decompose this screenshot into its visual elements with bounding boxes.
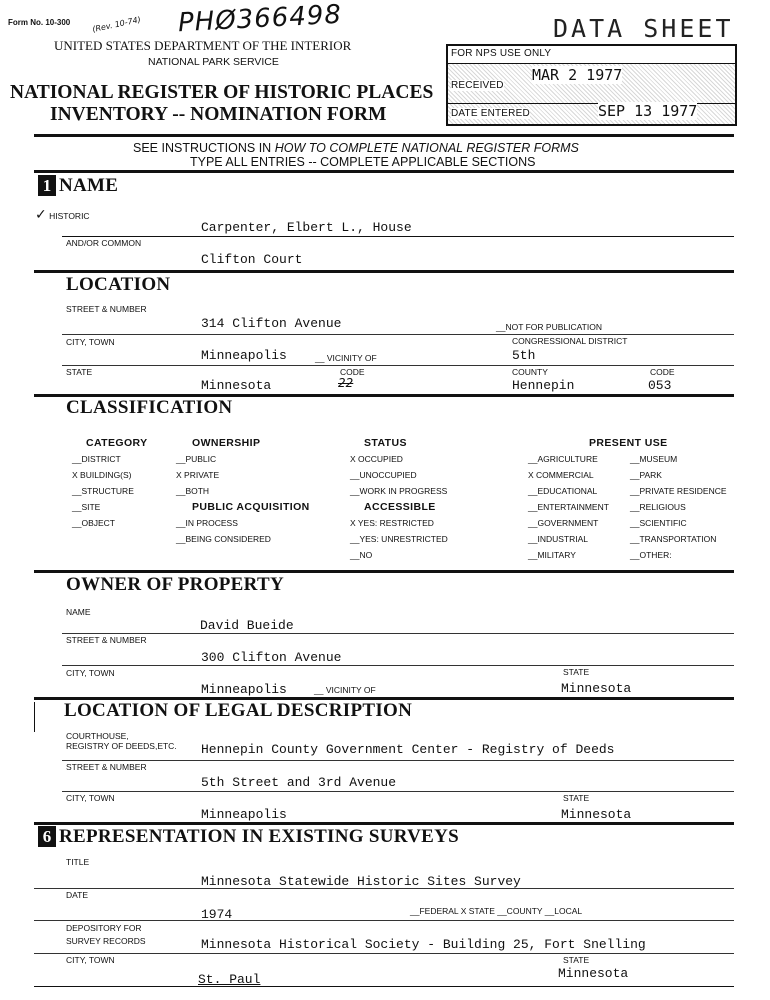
use-private-residence: __PRIVATE RESIDENCE: [630, 486, 727, 496]
category-district: __DISTRICT: [72, 454, 121, 464]
location-state-label: STATE: [66, 367, 93, 377]
nps-use-box: [446, 44, 737, 126]
owner-street-label: STREET & NUMBER: [66, 635, 147, 645]
present-use-column-b: [630, 451, 727, 563]
ownership-private: X PRIVATE: [176, 470, 220, 480]
use-scientific: __SCIENTIFIC: [630, 518, 687, 528]
county-label: COUNTY: [512, 367, 548, 377]
category-site: __SITE: [72, 502, 101, 512]
form-title-line1: NATIONAL REGISTER OF HISTORIC PLACES: [10, 82, 434, 103]
location-street-label: STREET & NUMBER: [66, 304, 147, 314]
form-revision: (Rev. 10-74): [91, 14, 142, 35]
acquisition-being-considered: __BEING CONSIDERED: [176, 534, 271, 544]
legal-state-value: Minnesota: [561, 807, 632, 822]
data-sheet-stamp: DATA SHEET: [553, 14, 734, 43]
county-code-value: 053: [648, 378, 672, 393]
county-code-label: CODE: [650, 367, 675, 377]
common-name-label: AND/OR COMMON: [66, 238, 142, 248]
instructions-line1: SEE INSTRUCTIONS IN HOW TO COMPLETE NATIONAL REGISTER FORMS: [133, 141, 579, 155]
legal-state-label: STATE: [563, 793, 590, 803]
category-column: [72, 435, 148, 531]
legal-city-value: Minneapolis: [201, 807, 287, 822]
ownership-header: OWNERSHIP: [192, 437, 261, 449]
category-buildings: X BUILDING(S): [72, 470, 132, 480]
category-object: __OBJECT: [72, 518, 115, 528]
acquisition-in-process: __IN PROCESS: [176, 518, 238, 528]
use-park: __PARK: [630, 470, 662, 480]
status-header: STATUS: [364, 437, 407, 449]
location-vicinity: __ VICINITY OF: [315, 353, 377, 363]
form-number: Form No. 10-300: [8, 18, 71, 27]
legal-city-label: CITY, TOWN: [66, 793, 115, 803]
courthouse-label-1: COURTHOUSE,: [66, 731, 129, 741]
present-use-header: PRESENT USE: [589, 437, 668, 449]
state-code-label: CODE: [340, 367, 365, 377]
owner-state-value: Minnesota: [561, 681, 632, 696]
section-owner-title: OWNER OF PROPERTY: [66, 574, 285, 595]
county-value: Hennepin: [512, 378, 575, 393]
use-commercial: X COMMERCIAL: [528, 470, 594, 480]
common-name-value: Clifton Court: [201, 252, 303, 267]
section-surveys: [38, 826, 459, 848]
received-date: MAR 2 1977: [532, 66, 623, 84]
section-surveys-title: REPRESENTATION IN EXISTING SURVEYS: [59, 826, 460, 847]
location-city-value: Minneapolis: [201, 348, 287, 363]
check-mark-icon: ✓: [35, 207, 47, 223]
survey-city-value: St. Paul: [198, 972, 261, 987]
use-industrial: __INDUSTRIAL: [528, 534, 588, 544]
status-occupied: X OCCUPIED: [350, 454, 403, 464]
courthouse-value: Hennepin County Government Center - Registry of Deeds: [201, 742, 615, 757]
historic-name-value: Carpenter, Elbert L., House: [201, 220, 412, 235]
handwritten-id: PHØ366498: [177, 0, 343, 39]
owner-name-value: David Bueide: [200, 618, 294, 633]
use-entertainment: __ENTERTAINMENT: [528, 502, 609, 512]
depository-label-2: SURVEY RECORDS: [66, 936, 146, 946]
courthouse-label-2: REGISTRY OF DEEDS,ETC.: [66, 741, 177, 751]
agency-line2: NATIONAL PARK SERVICE: [148, 56, 279, 68]
legal-margin-mark: [34, 702, 35, 732]
nps-box-label: FOR NPS USE ONLY: [451, 48, 552, 59]
congressional-district-value: 5th: [512, 348, 536, 363]
status-work-in-progress: __WORK IN PROGRESS: [350, 486, 448, 496]
survey-levels: __FEDERAL X STATE __COUNTY __LOCAL: [410, 906, 583, 916]
survey-title-value: Minnesota Statewide Historic Sites Survey: [201, 874, 521, 889]
category-header: CATEGORY: [86, 437, 148, 449]
agency-line1: UNITED STATES DEPARTMENT OF THE INTERIOR: [54, 38, 352, 53]
ownership-column: [176, 435, 310, 547]
depository-value: Minnesota Historical Society - Building 25, Fort Snelling: [201, 937, 646, 952]
historic-label: ✓ HISTORIC: [35, 207, 90, 223]
survey-date-label: DATE: [66, 890, 89, 900]
state-code-value: 22: [338, 376, 354, 390]
acquisition-header: PUBLIC ACQUISITION: [192, 501, 310, 513]
owner-city-label: CITY, TOWN: [66, 668, 115, 678]
accessible-unrestricted: __YES: UNRESTRICTED: [350, 534, 448, 544]
legal-street-label: STREET & NUMBER: [66, 762, 147, 772]
section-name-title: NAME: [59, 175, 119, 196]
ownership-public: __PUBLIC: [176, 454, 217, 464]
owner-state-label: STATE: [563, 667, 590, 677]
legal-street-value: 5th Street and 3rd Avenue: [201, 775, 397, 790]
accessible-no: __NO: [350, 550, 373, 560]
survey-title-label: TITLE: [66, 857, 90, 867]
use-educational: __EDUCATIONAL: [528, 486, 598, 496]
owner-name-label: NAME: [66, 607, 91, 617]
depository-label-1: DEPOSITORY FOR: [66, 923, 142, 933]
owner-street-value: 300 Clifton Avenue: [201, 650, 342, 665]
survey-date-value: 1974: [201, 907, 233, 922]
survey-state-label: STATE: [563, 955, 590, 965]
survey-city-label: CITY, TOWN: [66, 955, 115, 965]
use-religious: __RELIGIOUS: [630, 502, 686, 512]
location-state-value: Minnesota: [201, 378, 272, 393]
section-name: [38, 175, 118, 197]
congressional-district-label: CONGRESSIONAL DISTRICT: [512, 336, 628, 346]
owner-city-value: Minneapolis: [201, 682, 287, 697]
accessible-restricted: X YES: RESTRICTED: [350, 518, 434, 528]
not-for-publication: __NOT FOR PUBLICATION: [496, 322, 602, 332]
location-street-value: 314 Clifton Avenue: [201, 316, 342, 331]
form-title-line2: INVENTORY -- NOMINATION FORM: [50, 104, 387, 125]
use-military: __MILITARY: [528, 550, 576, 560]
use-museum: __MUSEUM: [630, 454, 678, 464]
section-classification-title: CLASSIFICATION: [66, 397, 233, 418]
use-government: __GOVERNMENT: [528, 518, 599, 528]
ownership-both: __BOTH: [176, 486, 210, 496]
category-structure: __STRUCTURE: [72, 486, 134, 496]
present-use-column-a: [528, 451, 609, 563]
status-column: [350, 435, 448, 563]
use-transportation: __TRANSPORTATION: [630, 534, 717, 544]
accessible-header: ACCESSIBLE: [364, 501, 436, 513]
owner-vicinity: __ VICINITY OF: [314, 685, 376, 695]
section-legal-title: LOCATION OF LEGAL DESCRIPTION: [64, 700, 413, 721]
date-entered-value: SEP 13 1977: [598, 102, 698, 120]
date-entered-label: DATE ENTERED: [451, 108, 530, 119]
use-other: __OTHER:: [630, 550, 672, 560]
received-label: RECEIVED: [451, 80, 504, 91]
survey-state-value: Minnesota: [558, 966, 629, 981]
status-unoccupied: __UNOCCUPIED: [350, 470, 417, 480]
location-city-label: CITY, TOWN: [66, 337, 115, 347]
section-number-6: 6: [38, 826, 56, 847]
use-agriculture: __AGRICULTURE: [528, 454, 598, 464]
section-number-1: 1: [38, 175, 56, 196]
section-location-title: LOCATION: [66, 274, 171, 295]
instructions-line2: TYPE ALL ENTRIES -- COMPLETE APPLICABLE SECTIONS: [190, 155, 536, 169]
